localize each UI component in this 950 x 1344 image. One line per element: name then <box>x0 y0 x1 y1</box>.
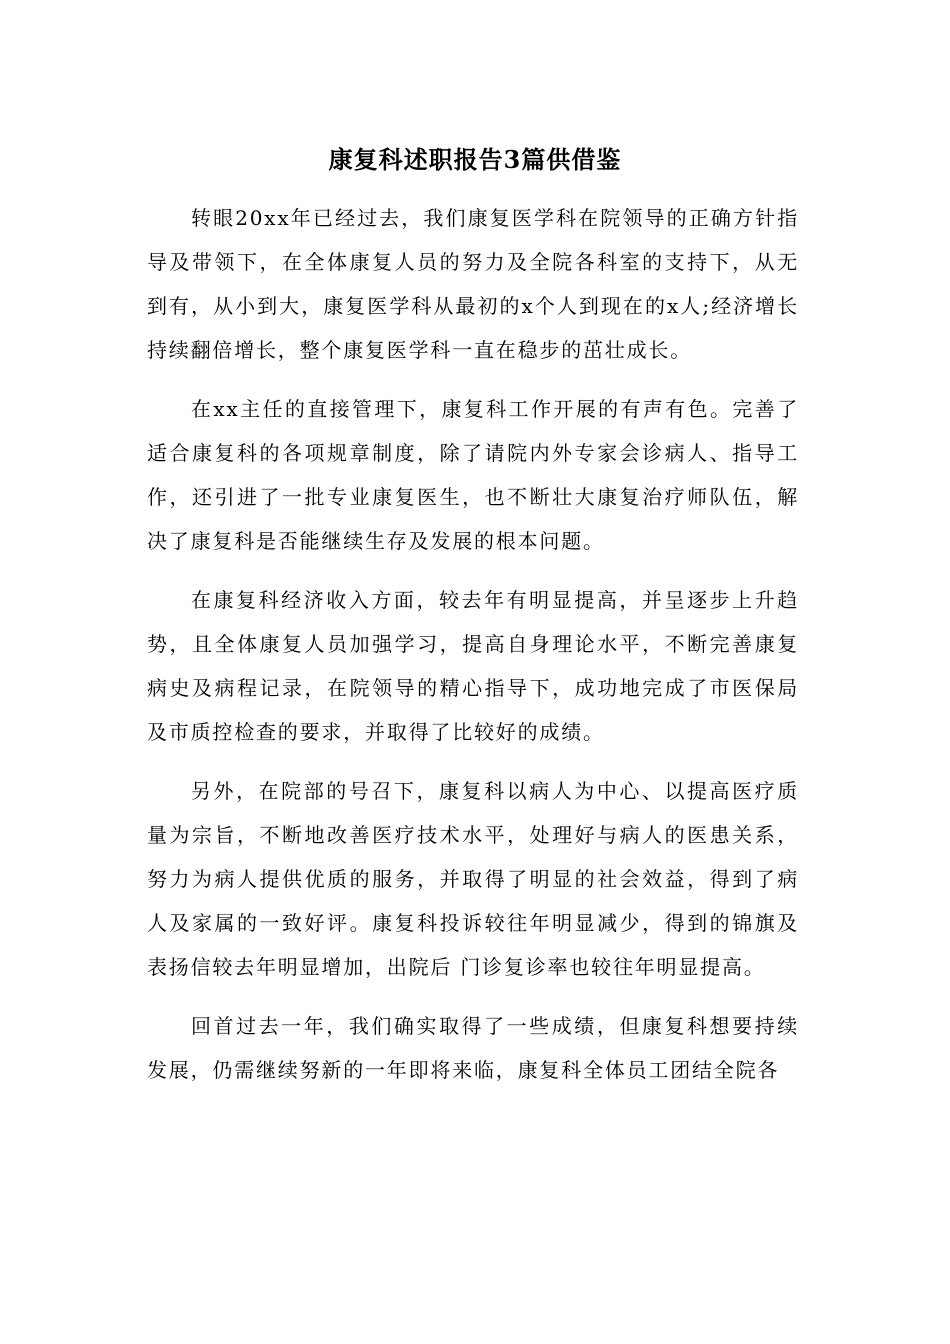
paragraph-5: 回首过去一年，我们确实取得了一些成绩，但康复科想要持续发展，仍需继续努新的一年即将来临，康复科全体员工团结全院各 <box>147 1014 799 1082</box>
paragraph-2: 在xx主任的直接管理下，康复科工作开展的有声有色。完善了适合康复科的各项规章制度，除了请院内外专家会诊病人、指导工作，还引进了一批专业康复医生，也不断壮大康复治疗师队伍，解决了康复科是否能继续生存及发展的根本问题。 <box>147 397 799 553</box>
document-body <box>147 196 799 1107</box>
paragraph-3: 在康复科经济收入方面，较去年有明显提高，并呈逐步上升趋势，且全体康复人员加强学习，提高自身理论水平，不断完善康复病史及病程记录，在院领导的精心指导下，成功地完成了市医保局及市质控检查的要求，并取得了比较好的成绩。 <box>147 588 799 744</box>
document-title: 康复科述职报告3篇供借鉴 <box>328 145 622 174</box>
paragraph-4: 另外，在院部的号召下，康复科以病人为中心、以提高医疗质量为宗旨，不断地改善医疗技术水平，处理好与病人的医患关系，努力为病人提供优质的服务，并取得了明显的社会效益，得到了病人及家属的一致好评。康复科投诉较往年明显减少，得到的锦旗及表扬信较去年明显增加，出院后 门诊复诊率也较往年明显提高。 <box>147 779 799 979</box>
paragraph-1: 转眼20xx年已经过去，我们康复医学科在院领导的正确方针指导及带领下，在全体康复人员的努力及全院各科室的支持下，从无到有，从小到大，康复医学科从最初的x个人到现在的x人;经济增长持续翻倍增长，整个康复医学科一直在稳步的茁壮成长。 <box>147 206 799 362</box>
